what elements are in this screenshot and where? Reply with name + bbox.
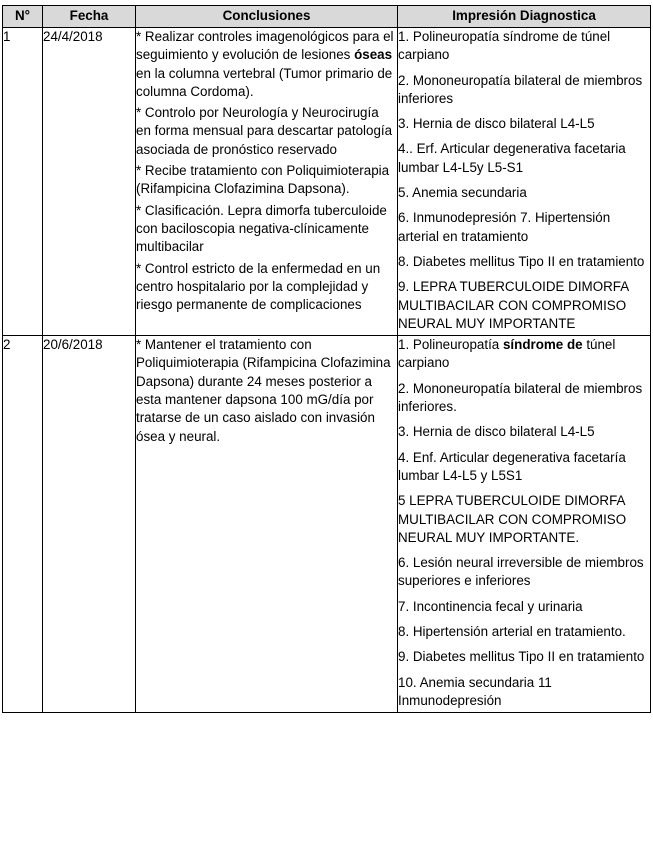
row-date: 20/6/2018 — [43, 336, 136, 713]
diagnosis-cell — [398, 28, 651, 336]
header-num: N° — [3, 6, 43, 28]
diagnosis-bold-text: síndrome de — [502, 337, 583, 353]
diagnosis-item: 4. Enf. Articular degenerativa facetaría lumbar L4-L5 y L5S1 — [398, 449, 626, 483]
clinical-table — [2, 5, 651, 713]
diagnosis-item: 8. Hipertensión arterial en tratamiento. — [398, 624, 626, 640]
conclusion-bold-text: óseas — [354, 47, 393, 63]
conclusion-item: * Control estricto de la enfermedad en un centro hospitalario por la complejidad y riesgo permanente de complicaciones — [136, 260, 381, 313]
conclusion-item: * Mantener el tratamiento con Poliquimioterapia (Rifampicina Clofazimina Dapsona) durante 24 meses posterior a esta mantener dapsona 100 mG/día por tratarse de un caso aislado con invasión ósea y neural. — [136, 337, 391, 444]
conclusion-text: en la columna vertebral (Tumor primario de columna Cordoma). — [136, 65, 393, 99]
header-row — [3, 6, 651, 28]
conclusion-item: * Recibe tratamiento con Poliquimioterapia (Rifampicina Clofazimina Dapsona). — [136, 163, 390, 197]
header-conclusiones: Conclusiones — [136, 6, 398, 28]
header-impresion: Impresión Diagnostica — [398, 6, 651, 28]
diagnosis-text: túnel carpiano — [398, 337, 616, 371]
diagnosis-item: 5 LEPRA TUBERCULOIDE DIMORFA MULTIBACILAR CON COMPROMISO NEURAL MUY IMPORTANTE. — [398, 493, 627, 545]
diagnosis-item: 3. Hernia de disco bilateral L4-L5 — [398, 424, 595, 440]
conclusion-item — [136, 28, 397, 101]
diagnosis-item: 2. Mononeuropatía bilateral de miembros inferiores. — [398, 380, 643, 415]
diagnosis-item: 9. LEPRA TUBERCULOIDE DIMORFA MULTIBACILAR CON COMPROMISO NEURAL MUY IMPORTANTE — [398, 279, 629, 331]
row-date: 24/4/2018 — [43, 28, 136, 336]
diagnosis-item: 6. Inmunodepresión 7. Hipertensión arterial en tratamiento — [398, 210, 611, 244]
diagnosis-cell — [398, 336, 651, 713]
conclusion-item: * Clasificación. Lepra dimorfa tuberculoide con baciloscopia negativa-clínicamente multibacilar — [136, 202, 387, 255]
diagnosis-text: 1. Polineuropatía — [398, 337, 503, 353]
diagnosis-item: 9. Diabetes mellitus Tipo II en tratamiento — [398, 649, 645, 665]
table-row — [3, 28, 651, 336]
diagnosis-item: 2. Mononeuropatía bilateral de miembros inferiores — [398, 72, 643, 106]
row-num: 2 — [3, 336, 43, 713]
header-fecha: Fecha — [43, 6, 136, 28]
conclusion-text: * Realizar controles imagenológicos para el seguimiento y evolución de lesiones — [136, 29, 394, 63]
diagnosis-item: 4.. Erf. Articular degenerativa facetaria lumbar L4-L5y L5-S1 — [398, 141, 626, 175]
row-num: 1 — [3, 28, 43, 336]
diagnosis-item: 6. Lesión neural irreversible de miembros superiores e inferiores — [398, 555, 644, 589]
diagnosis-item: 1. Polineuropatía síndrome de túnel carpiano — [398, 29, 611, 63]
conclusions-cell — [136, 336, 398, 713]
table-row — [3, 336, 651, 713]
diagnosis-item: 7. Incontinencia fecal y urinaria — [398, 598, 583, 614]
diagnosis-item: 10. Anemia secundaria 11 Inmunodepresión — [398, 674, 552, 708]
diagnosis-item: 3. Hernia de disco bilateral L4-L5 — [398, 116, 595, 132]
conclusions-cell — [136, 28, 398, 336]
diagnosis-item: 8. Diabetes mellitus Tipo II en tratamiento — [398, 253, 645, 269]
conclusion-item: * Controlo por Neurología y Neurocirugía en forma mensual para descartar patología asociada de pronóstico reservado — [136, 105, 393, 157]
diagnosis-item: 5. Anemia secundaria — [398, 185, 527, 201]
diagnosis-item — [398, 336, 650, 373]
